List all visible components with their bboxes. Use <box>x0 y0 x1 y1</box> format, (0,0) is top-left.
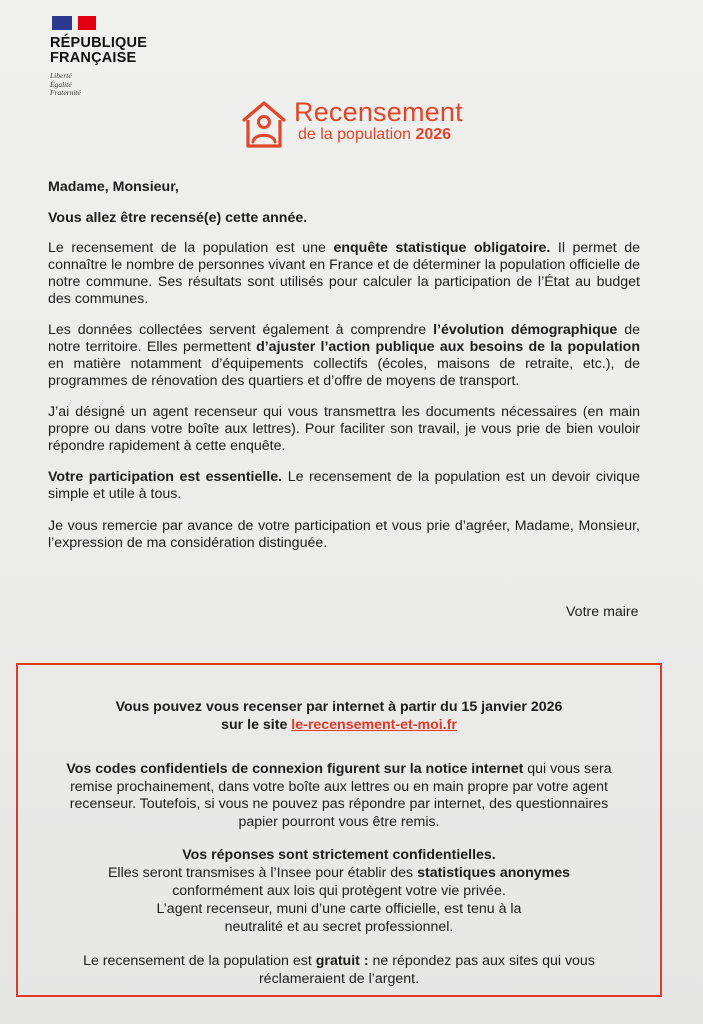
paragraph-4: Votre participation est essentielle. Le recensement de la population est un devoir civique simple et utile à tous. <box>48 469 640 502</box>
paragraph-1: Le recensement de la population est une enquête statistique obligatoire. Il permet de connaître le nombre de personnes vivant en France et de déterminer la population officielle de notre commune. Ses résultats sont utilisés pour calculer la participation de l’État au budget des communes. <box>48 240 640 307</box>
salutation: Madame, Monsieur, <box>48 179 179 195</box>
agent-paragraph: L’agent recenseur, muni d’une carte officielle, est tenu à la neutralité et au secret professionnel. <box>156 901 522 935</box>
website-line: sur le site le-recensement-et-moi.fr <box>221 717 457 733</box>
info-box <box>16 663 662 997</box>
confidential-paragraph: Elles seront transmises à l’Insee pour établir des statistiques anonymes conformément aux lois qui protègent votre vie privée. <box>107 865 571 899</box>
website-link[interactable]: le-recensement-et-moi.fr <box>291 717 457 733</box>
recensement-logo <box>240 98 463 150</box>
logo-subtitle: de la population 2026 <box>298 126 452 143</box>
motto-fraternite: Fraternité <box>50 88 81 97</box>
paragraph-5: Je vous remercie par avance de votre participation et vous prie d’agréer, Madame, Monsieur, l’expression de ma considération distinguée. <box>48 518 640 551</box>
house-person-icon <box>240 98 288 150</box>
paragraph-3: J’ai désigné un agent recenseur qui vous transmettra les documents nécessaires (en main propre ou dans votre boîte aux lettres). Pour faciliter son travail, je vous prie de bien vouloir répondre rapidement à cette enquête. <box>48 404 640 454</box>
confidential-title: Vos réponses sont strictement confidentielles. <box>182 847 496 863</box>
motto <box>50 72 147 98</box>
signature: Votre maire <box>566 604 639 620</box>
logo-year: 2026 <box>415 126 452 143</box>
logo-title: Recensement <box>294 97 463 127</box>
paragraph-2: Les données collectées servent également à comprendre l’évolution démographique de notre territoire. Elles permettent d’ajuster l’action publique aux besoins de la population en matière notamment d’équipements collectifs (écoles, maisons de retraite, etc.), de programmes de rénovation des quartiers et d’offre de moyens de transport. <box>48 322 640 389</box>
free-paragraph: Le recensement de la population est gratuit : ne répondez pas aux sites qui vous réclameraient de l’argent. <box>83 953 595 987</box>
motto-egalite: Égalité <box>50 79 72 89</box>
codes-paragraph: Vos codes confidentiels de connexion figurent sur la notice internet qui vous sera remise prochainement, dans votre boîte aux lettres ou en main propre par votre agent recenseur. Toutefois, si vous ne pouvez pas répondre par internet, des questionnaires papier pourront vous être remis. <box>66 761 612 830</box>
francaise-label: FRANÇAISE <box>50 50 137 66</box>
marianne-flag-icon <box>52 16 96 30</box>
motto-liberte: Liberté <box>50 71 72 80</box>
republique-label: RÉPUBLIQUE <box>50 35 148 51</box>
online-date-line: Vous pouvez vous recenser par internet à partir du 15 janvier 2026 <box>115 699 563 715</box>
republique-francaise-logo <box>50 16 147 98</box>
intro-line: Vous allez être recensé(e) cette année. <box>48 210 308 226</box>
